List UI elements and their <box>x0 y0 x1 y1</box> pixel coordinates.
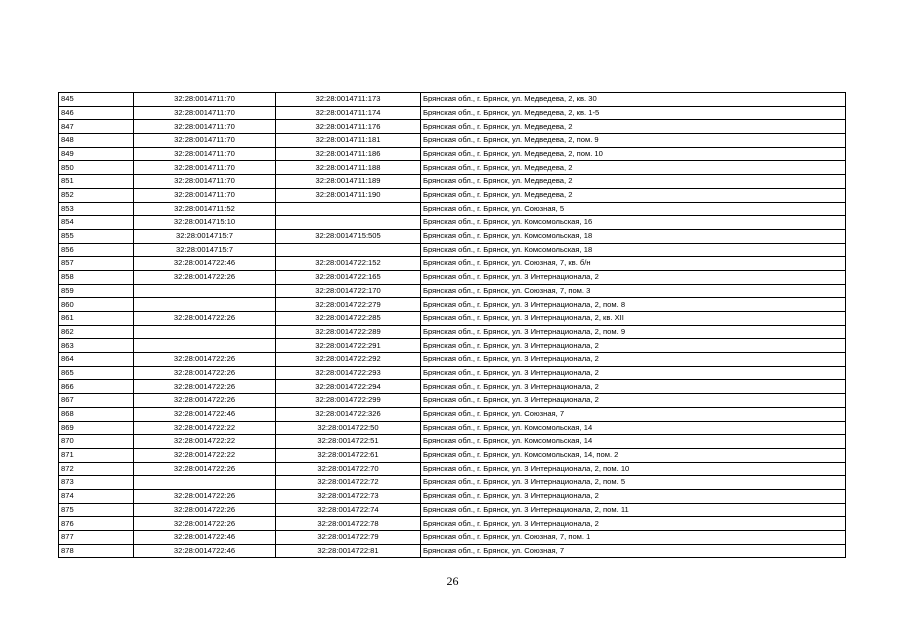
cadastral-number-cell: 32:28:0014722:285 <box>276 312 421 326</box>
parent-cadastral-cell: 32:28:0014722:26 <box>134 462 276 476</box>
address-cell: Брянская обл., г. Брянск, ул. Медведева, 2, кв. 1-5 <box>421 106 846 120</box>
cadastral-number-cell: 32:28:0014722:289 <box>276 325 421 339</box>
table-row <box>59 476 846 490</box>
row-number-cell: 860 <box>59 298 134 312</box>
cadastral-number-cell: 32:28:0014722:72 <box>276 476 421 490</box>
cadastral-number-cell: 32:28:0014711:188 <box>276 161 421 175</box>
table-row <box>59 353 846 367</box>
table-row <box>59 435 846 449</box>
row-number-cell: 873 <box>59 476 134 490</box>
parent-cadastral-cell: 32:28:0014722:26 <box>134 270 276 284</box>
address-cell: Брянская обл., г. Брянск, ул. 3 Интернационала, 2 <box>421 517 846 531</box>
cadastral-number-cell: 32:28:0014722:81 <box>276 544 421 558</box>
row-number-cell: 861 <box>59 312 134 326</box>
row-number-cell: 848 <box>59 134 134 148</box>
row-number-cell: 872 <box>59 462 134 476</box>
row-number-cell: 857 <box>59 257 134 271</box>
address-cell: Брянская обл., г. Брянск, ул. Союзная, 7 <box>421 544 846 558</box>
address-cell: Брянская обл., г. Брянск, ул. Медведева, 2 <box>421 161 846 175</box>
row-number-cell: 869 <box>59 421 134 435</box>
cadastral-number-cell: 32:28:0014722:279 <box>276 298 421 312</box>
property-table <box>58 92 846 558</box>
parent-cadastral-cell: 32:28:0014722:46 <box>134 407 276 421</box>
cadastral-number-cell: 32:28:0014722:292 <box>276 353 421 367</box>
address-cell: Брянская обл., г. Брянск, ул. Союзная, 7 <box>421 407 846 421</box>
cadastral-number-cell: 32:28:0014722:299 <box>276 394 421 408</box>
address-cell: Брянская обл., г. Брянск, ул. 3 Интернационала, 2 <box>421 353 846 367</box>
row-number-cell: 858 <box>59 270 134 284</box>
cadastral-number-cell: 32:28:0014722:51 <box>276 435 421 449</box>
table-row <box>59 394 846 408</box>
parent-cadastral-cell: 32:28:0014722:26 <box>134 489 276 503</box>
cadastral-number-cell: 32:28:0014711:174 <box>276 106 421 120</box>
address-cell: Брянская обл., г. Брянск, ул. Комсомольская, 14 <box>421 435 846 449</box>
cadastral-number-cell: 32:28:0014722:79 <box>276 531 421 545</box>
cadastral-number-cell: 32:28:0014711:181 <box>276 134 421 148</box>
row-number-cell: 862 <box>59 325 134 339</box>
table-row <box>59 407 846 421</box>
parent-cadastral-cell: 32:28:0014711:70 <box>134 93 276 107</box>
address-cell: Брянская обл., г. Брянск, ул. Комсомольская, 18 <box>421 229 846 243</box>
parent-cadastral-cell: 32:28:0014722:26 <box>134 503 276 517</box>
cadastral-number-cell <box>276 202 421 216</box>
table-row <box>59 243 846 257</box>
parent-cadastral-cell <box>134 476 276 490</box>
table-row <box>59 229 846 243</box>
row-number-cell: 875 <box>59 503 134 517</box>
parent-cadastral-cell: 32:28:0014711:70 <box>134 188 276 202</box>
parent-cadastral-cell: 32:28:0014711:70 <box>134 175 276 189</box>
address-cell: Брянская обл., г. Брянск, ул. Медведева, 2, пом. 10 <box>421 147 846 161</box>
table-row <box>59 120 846 134</box>
table-row <box>59 202 846 216</box>
row-number-cell: 855 <box>59 229 134 243</box>
row-number-cell: 878 <box>59 544 134 558</box>
row-number-cell: 859 <box>59 284 134 298</box>
row-number-cell: 870 <box>59 435 134 449</box>
table-row <box>59 216 846 230</box>
table-row <box>59 147 846 161</box>
cadastral-number-cell: 32:28:0014722:73 <box>276 489 421 503</box>
row-number-cell: 866 <box>59 380 134 394</box>
parent-cadastral-cell: 32:28:0014711:70 <box>134 134 276 148</box>
table-row <box>59 161 846 175</box>
parent-cadastral-cell: 32:28:0014711:52 <box>134 202 276 216</box>
row-number-cell: 856 <box>59 243 134 257</box>
parent-cadastral-cell: 32:28:0014711:70 <box>134 147 276 161</box>
cadastral-number-cell: 32:28:0014711:173 <box>276 93 421 107</box>
table-row <box>59 366 846 380</box>
address-cell: Брянская обл., г. Брянск, ул. Медведева, 2, кв. 30 <box>421 93 846 107</box>
row-number-cell: 865 <box>59 366 134 380</box>
parent-cadastral-cell: 32:28:0014722:22 <box>134 421 276 435</box>
cadastral-number-cell <box>276 216 421 230</box>
table-row <box>59 257 846 271</box>
table-row <box>59 93 846 107</box>
address-cell: Брянская обл., г. Брянск, ул. 3 Интернационала, 2, кв. XII <box>421 312 846 326</box>
cadastral-number-cell: 32:28:0014722:293 <box>276 366 421 380</box>
parent-cadastral-cell: 32:28:0014722:26 <box>134 312 276 326</box>
cadastral-number-cell: 32:28:0014722:291 <box>276 339 421 353</box>
parent-cadastral-cell: 32:28:0014722:22 <box>134 448 276 462</box>
address-cell: Брянская обл., г. Брянск, ул. Союзная, 5 <box>421 202 846 216</box>
table-row <box>59 325 846 339</box>
address-cell: Брянская обл., г. Брянск, ул. 3 Интернационала, 2 <box>421 339 846 353</box>
cadastral-number-cell: 32:28:0014711:189 <box>276 175 421 189</box>
table-row <box>59 312 846 326</box>
table-row <box>59 106 846 120</box>
cadastral-number-cell: 32:28:0014722:50 <box>276 421 421 435</box>
address-cell: Брянская обл., г. Брянск, ул. 3 Интернационала, 2, пом. 5 <box>421 476 846 490</box>
parent-cadastral-cell <box>134 298 276 312</box>
row-number-cell: 853 <box>59 202 134 216</box>
cadastral-number-cell: 32:28:0014722:165 <box>276 270 421 284</box>
address-cell: Брянская обл., г. Брянск, ул. 3 Интернационала, 2, пом. 9 <box>421 325 846 339</box>
address-cell: Брянская обл., г. Брянск, ул. 3 Интернационала, 2 <box>421 366 846 380</box>
table-row <box>59 175 846 189</box>
address-cell: Брянская обл., г. Брянск, ул. Союзная, 7, пом. 1 <box>421 531 846 545</box>
row-number-cell: 864 <box>59 353 134 367</box>
address-cell: Брянская обл., г. Брянск, ул. 3 Интернационала, 2, пом. 11 <box>421 503 846 517</box>
table-row <box>59 188 846 202</box>
row-number-cell: 845 <box>59 93 134 107</box>
cadastral-number-cell: 32:28:0014722:74 <box>276 503 421 517</box>
cadastral-number-cell: 32:28:0014711:186 <box>276 147 421 161</box>
address-cell: Брянская обл., г. Брянск, ул. Медведева, 2 <box>421 188 846 202</box>
address-cell: Брянская обл., г. Брянск, ул. Союзная, 7, пом. 3 <box>421 284 846 298</box>
parent-cadastral-cell <box>134 284 276 298</box>
parent-cadastral-cell: 32:28:0014715:7 <box>134 229 276 243</box>
address-cell: Брянская обл., г. Брянск, ул. Медведева, 2 <box>421 175 846 189</box>
parent-cadastral-cell: 32:28:0014722:26 <box>134 366 276 380</box>
table-row <box>59 489 846 503</box>
cadastral-number-cell: 32:28:0014722:170 <box>276 284 421 298</box>
row-number-cell: 850 <box>59 161 134 175</box>
cadastral-number-cell: 32:28:0014722:294 <box>276 380 421 394</box>
table-row <box>59 339 846 353</box>
parent-cadastral-cell: 32:28:0014722:26 <box>134 353 276 367</box>
page-number: 26 <box>446 574 459 588</box>
address-cell: Брянская обл., г. Брянск, ул. 3 Интернационала, 2, пом. 8 <box>421 298 846 312</box>
cadastral-number-cell: 32:28:0014711:190 <box>276 188 421 202</box>
parent-cadastral-cell: 32:28:0014722:46 <box>134 531 276 545</box>
table-row <box>59 503 846 517</box>
parent-cadastral-cell: 32:28:0014715:7 <box>134 243 276 257</box>
table-row <box>59 531 846 545</box>
table-row <box>59 517 846 531</box>
address-cell: Брянская обл., г. Брянск, ул. 3 Интернационала, 2 <box>421 489 846 503</box>
parent-cadastral-cell: 32:28:0014722:46 <box>134 257 276 271</box>
row-number-cell: 874 <box>59 489 134 503</box>
cadastral-number-cell: 32:28:0014711:176 <box>276 120 421 134</box>
cadastral-number-cell: 32:28:0014722:61 <box>276 448 421 462</box>
table-row <box>59 284 846 298</box>
table-row <box>59 544 846 558</box>
parent-cadastral-cell: 32:28:0014722:26 <box>134 394 276 408</box>
cadastral-number-cell: 32:28:0014715:505 <box>276 229 421 243</box>
cadastral-number-cell: 32:28:0014722:326 <box>276 407 421 421</box>
row-number-cell: 877 <box>59 531 134 545</box>
address-cell: Брянская обл., г. Брянск, ул. 3 Интернационала, 2 <box>421 394 846 408</box>
row-number-cell: 863 <box>59 339 134 353</box>
row-number-cell: 852 <box>59 188 134 202</box>
table-row <box>59 380 846 394</box>
address-cell: Брянская обл., г. Брянск, ул. Союзная, 7, кв. б/н <box>421 257 846 271</box>
parent-cadastral-cell: 32:28:0014722:46 <box>134 544 276 558</box>
parent-cadastral-cell: 32:28:0014722:26 <box>134 517 276 531</box>
address-cell: Брянская обл., г. Брянск, ул. Медведева, 2, пом. 9 <box>421 134 846 148</box>
table-row <box>59 462 846 476</box>
row-number-cell: 871 <box>59 448 134 462</box>
property-table-body <box>59 93 846 558</box>
address-cell: Брянская обл., г. Брянск, ул. 3 Интернационала, 2, пом. 10 <box>421 462 846 476</box>
cadastral-number-cell <box>276 243 421 257</box>
parent-cadastral-cell <box>134 339 276 353</box>
cadastral-number-cell: 32:28:0014722:152 <box>276 257 421 271</box>
row-number-cell: 847 <box>59 120 134 134</box>
parent-cadastral-cell: 32:28:0014715:10 <box>134 216 276 230</box>
table-row <box>59 448 846 462</box>
row-number-cell: 851 <box>59 175 134 189</box>
row-number-cell: 846 <box>59 106 134 120</box>
parent-cadastral-cell: 32:28:0014711:70 <box>134 161 276 175</box>
table-row <box>59 134 846 148</box>
cadastral-number-cell: 32:28:0014722:70 <box>276 462 421 476</box>
row-number-cell: 854 <box>59 216 134 230</box>
table-row <box>59 298 846 312</box>
row-number-cell: 849 <box>59 147 134 161</box>
address-cell: Брянская обл., г. Брянск, ул. Комсомольская, 18 <box>421 243 846 257</box>
parent-cadastral-cell <box>134 325 276 339</box>
address-cell: Брянская обл., г. Брянск, ул. 3 Интернационала, 2 <box>421 380 846 394</box>
parent-cadastral-cell: 32:28:0014722:22 <box>134 435 276 449</box>
parent-cadastral-cell: 32:28:0014722:26 <box>134 380 276 394</box>
row-number-cell: 876 <box>59 517 134 531</box>
row-number-cell: 867 <box>59 394 134 408</box>
parent-cadastral-cell: 32:28:0014711:70 <box>134 106 276 120</box>
table-row <box>59 421 846 435</box>
parent-cadastral-cell: 32:28:0014711:70 <box>134 120 276 134</box>
address-cell: Брянская обл., г. Брянск, ул. Комсомольская, 16 <box>421 216 846 230</box>
address-cell: Брянская обл., г. Брянск, ул. Комсомольская, 14 <box>421 421 846 435</box>
cadastral-number-cell: 32:28:0014722:78 <box>276 517 421 531</box>
row-number-cell: 868 <box>59 407 134 421</box>
table-row <box>59 270 846 284</box>
address-cell: Брянская обл., г. Брянск, ул. Комсомольская, 14, пом. 2 <box>421 448 846 462</box>
address-cell: Брянская обл., г. Брянск, ул. 3 Интернационала, 2 <box>421 270 846 284</box>
address-cell: Брянская обл., г. Брянск, ул. Медведева, 2 <box>421 120 846 134</box>
